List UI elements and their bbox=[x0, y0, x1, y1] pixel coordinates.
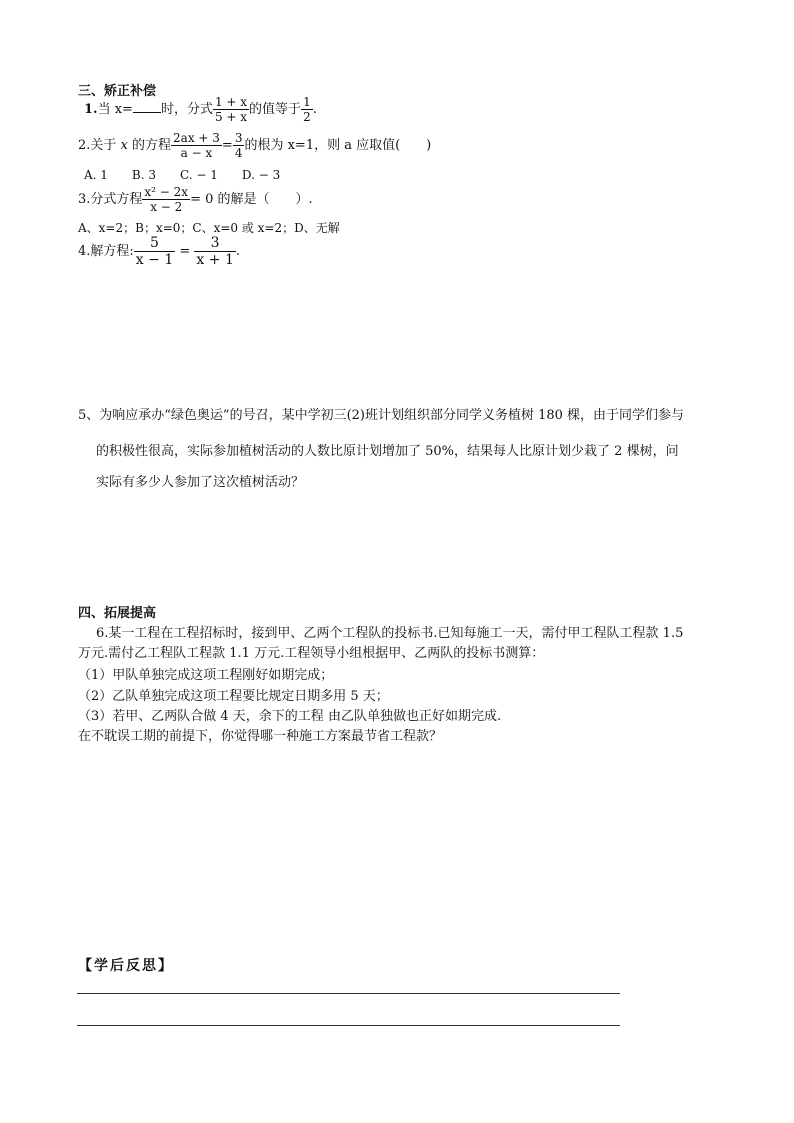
q6-line-2: 万元.需付乙工程队工程款 1.1 万元.工程领导小组根据甲、乙两队的投标书测算： bbox=[78, 646, 545, 661]
q1-frac-den: 5 + x bbox=[214, 110, 248, 124]
reflection-heading: 【学后反思】 bbox=[78, 958, 174, 974]
q2-equals: = bbox=[221, 138, 233, 153]
q2-text-mid: 的方程 bbox=[132, 138, 172, 153]
q6-question: 在不耽误工期的前提下，你觉得哪一种施工方案最节省工程款？ bbox=[78, 729, 443, 744]
q2-text-after: 的根为 x=1，则 a 应取值( ) bbox=[244, 138, 432, 153]
q3-frac-den: x − 2 bbox=[150, 200, 183, 214]
q5-line-3: 实际有多少人参加了这次植树活动？ bbox=[96, 475, 305, 490]
question-2 bbox=[78, 132, 431, 159]
q2-rhs-num: 3 bbox=[234, 131, 243, 145]
q3-options: A、x=2；B；x=0；C、x=0 或 x=2；D、无解 bbox=[78, 221, 340, 235]
q4-lhs-den: x − 1 bbox=[135, 252, 174, 268]
section3-heading: 三、矫正补偿 bbox=[78, 84, 157, 99]
q3-frac-num: x² − 2x bbox=[144, 185, 189, 199]
reflection-line-1[interactable] bbox=[77, 993, 620, 994]
q2-frac-num: 2ax + 3 bbox=[173, 131, 220, 145]
question-1 bbox=[84, 96, 317, 123]
q6-item-2: （2）乙队单独完成这项工程要比规定日期多用 5 天； bbox=[78, 689, 389, 704]
q2-var: x bbox=[120, 138, 128, 153]
q1-number: 1. bbox=[84, 102, 98, 117]
question-4 bbox=[78, 236, 240, 267]
q6-line-1: 6.某一工程在工程招标时，接到甲、乙两个工程队的投标书.已知每施工一天，需付甲工程队工程款 1.5 bbox=[96, 626, 684, 641]
q5-line-2: 的积极性很高，实际参加植树活动的人数比原计划增加了 50%，结果每人比原计划少栽了 2 棵树，问 bbox=[96, 444, 679, 459]
q1-half-den: 2 bbox=[303, 110, 311, 124]
q3-text-before: 3.分式方程 bbox=[78, 192, 143, 207]
question-3 bbox=[78, 186, 313, 213]
q2-fraction bbox=[171, 132, 222, 159]
q6-item-3: （3）若甲、乙两队合做 4 天，余下的工程 由乙队单独做也正好如期完成. bbox=[78, 709, 502, 724]
q4-rhs-fraction bbox=[194, 236, 235, 267]
q4-lhs-fraction bbox=[134, 236, 175, 267]
q1-text-mid: 时，分式 bbox=[160, 102, 213, 117]
q1-half-num: 1 bbox=[303, 95, 311, 109]
reflection-line-2[interactable] bbox=[77, 1025, 620, 1026]
q2-text-before: 2.关于 bbox=[78, 138, 117, 153]
q6-item-1: （1）甲队单独完成这项工程刚好如期完成； bbox=[78, 668, 334, 683]
q5-line-1: 5、为响应承办“绿色奥运”的号召，某中学初三(2)班计划组织部分同学义务植树 180 棵，由于同学们参与 bbox=[78, 408, 685, 423]
q4-text-before: 4.解方程: bbox=[78, 244, 134, 259]
q1-half-fraction bbox=[301, 96, 313, 123]
q2-rhs-den: 4 bbox=[234, 146, 243, 160]
q1-end: . bbox=[312, 102, 317, 117]
q1-text-before: 当 x= bbox=[97, 102, 133, 117]
q2-frac-den: a − x bbox=[180, 146, 213, 160]
q2-options: A. 1 B. 3 C. − 1 D. − 3 bbox=[84, 168, 281, 182]
q4-equals: = bbox=[179, 244, 191, 259]
q4-rhs-den: x + 1 bbox=[196, 252, 234, 268]
q1-frac-num: 1 + x bbox=[214, 95, 248, 109]
q4-end: . bbox=[235, 244, 240, 259]
section4-heading: 四、拓展提高 bbox=[78, 606, 157, 621]
q2-rhs-fraction bbox=[233, 132, 245, 159]
q1-answer-blank[interactable] bbox=[133, 100, 161, 113]
q1-text-after: 的值等于 bbox=[249, 102, 302, 117]
q1-fraction bbox=[213, 96, 249, 123]
q3-fraction bbox=[142, 186, 190, 213]
q4-lhs-num: 5 bbox=[134, 236, 175, 252]
q4-rhs-num: 3 bbox=[194, 236, 235, 252]
q3-text-after: = 0 的解是（ ）. bbox=[190, 192, 313, 207]
